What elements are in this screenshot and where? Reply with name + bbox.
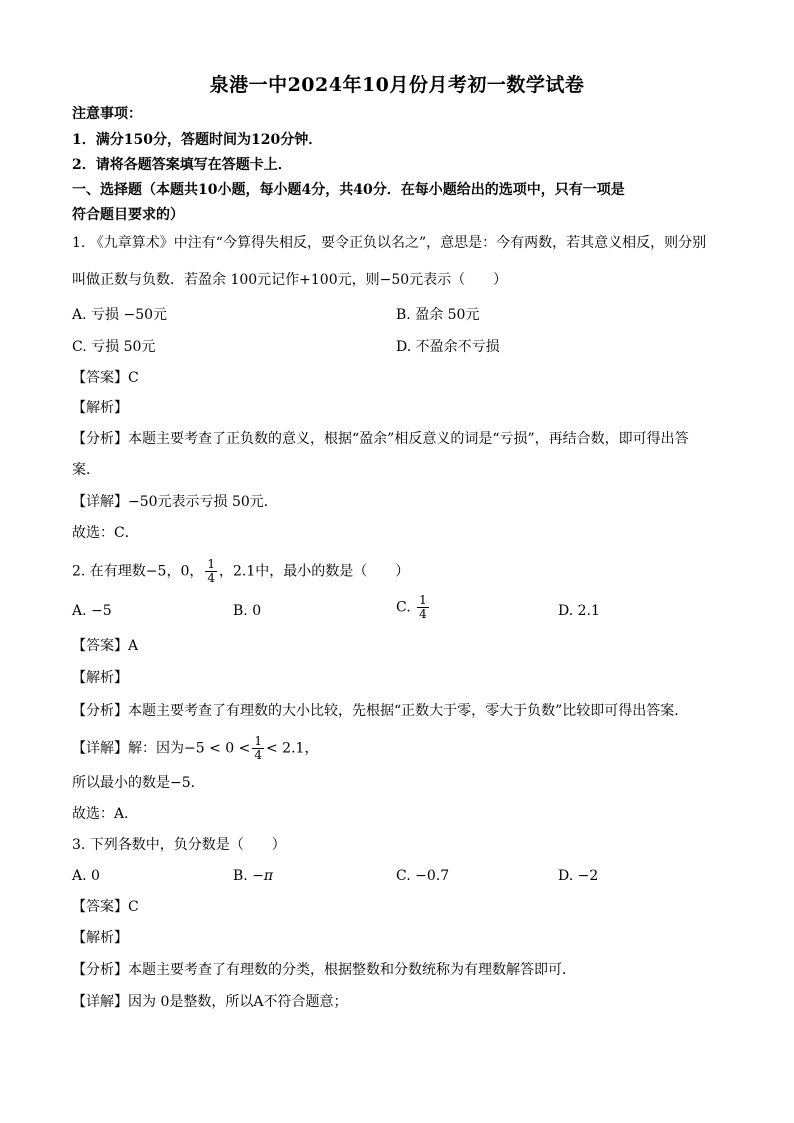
q3-option-a: A. 0 [72,868,100,884]
q1-option-d: D. 不盈余不亏损 [396,339,500,355]
q1-fenxi-line-2: 案． [72,462,100,478]
q1-stem-line-2 [72,270,507,290]
q2-stem-frac-den: 4 [207,571,215,585]
q3-xiangjie: 【详解】因为 0是整数，所以A不符合题意； [72,994,348,1010]
q1-xiangjie: 【详解】−50元表示亏损 50元． [72,494,278,510]
q1-choose: 故选：C． [72,525,139,541]
q3-option-b-value: −π [252,868,274,884]
q3-option-c: C. −0.7 [396,868,450,884]
q2-option-b: B. 0 [233,603,262,619]
q3-option-b [233,866,273,886]
q2-xiangjie-text-a: 【详解】解：因为 [72,740,184,757]
q2-option-c [396,594,431,621]
q2-min-line: 所以最小的数是−5． [72,775,205,791]
q1-fenxi-line-1: 【分析】本题主要考查了正负数的意义，根据“盈余”相反意义的词是“亏损”，再结合数，即可得出答 [72,431,689,447]
q2-option-c-label: C. [396,599,411,616]
page-title: 泉港一中2024年10月份月考初一数学试卷 [209,74,585,96]
q2-analysis-label: 【解析】 [72,670,128,686]
q1-math-minus50: −50 [379,272,410,288]
notes-heading: 注意事项： [72,106,142,122]
q1-option-c: C. 亏损 50元 [72,339,156,355]
q1-option-b: B. 盈余 50元 [396,307,480,323]
q1-math-plus100: +100 [299,272,338,288]
q2-xiangjie-math-1: −5 < 0 < [184,740,251,757]
notes-item-2: 2．请将各题答案填写在答题卡上． [72,157,292,173]
q1-stem-text-b: 元，则 [337,272,380,288]
q2-fenxi: 【分析】本题主要考查了有理数的大小比较，先根据“正数大于零，零大于负数”比较即可得出答案． [72,703,689,719]
q3-fenxi: 【分析】本题主要考查了有理数的分类，根据整数和分数统称为有理数解答即可． [72,962,576,978]
q2-answer: 【答案】A [72,638,139,654]
q1-stem-text-a: 叫做正数与负数．若盈余 100元记作 [72,272,300,288]
q2-option-c-frac-num: 1 [419,593,427,607]
notes-item-1: 1．满分150分，答题时间为120分钟． [72,132,323,148]
q2-xiangjie-math-2: < 2.1 [266,740,305,757]
q2-stem-text-b: ，2.1中，最小的数是（ ） [219,563,410,580]
section-heading-line-1: 一、选择题（本题共10小题，每小题4分，共40分．在每小题给出的选项中，只有一项是 [72,182,625,198]
q2-stem-frac-num: 1 [207,557,215,571]
q2-xiangjie-text-b: ， [304,740,319,757]
q3-option-b-label: B. [233,868,248,884]
q2-stem [72,558,409,585]
q2-option-d: D. 2.1 [558,603,600,619]
q2-stem-fraction [205,558,217,585]
q1-stem-text-c: 元表示（ ） [409,272,508,288]
q2-option-c-frac-den: 4 [419,607,427,621]
q2-option-c-fraction [417,594,429,621]
q1-option-a: A. 亏损 −50元 [72,307,168,323]
q3-analysis-label: 【解析】 [72,930,128,946]
q2-xiangjie-fraction [252,735,264,762]
q2-stem-text-a: 2. 在有理数−5，0， [72,563,204,580]
q1-answer: 【答案】C [72,370,139,386]
q1-stem-line-1: 1. 《九章算术》中注有“今算得失相反，要令正负以名之”，意思是：今有两数，若其意义相反，则分别 [72,235,707,251]
section-heading-line-2: 符合题目要求的） [72,207,184,223]
q3-stem: 3. 下列各数中，负分数是（ ） [72,837,286,853]
q2-xiangjie [72,735,318,762]
q2-xiangjie-frac-num: 1 [254,734,262,748]
q3-option-d: D. −2 [558,868,599,884]
q2-xiangjie-frac-den: 4 [254,748,262,762]
q1-analysis-label: 【解析】 [72,400,128,416]
q2-option-a: A. −5 [72,603,112,619]
q2-choose: 故选：A． [72,806,139,822]
q3-answer: 【答案】C [72,899,139,915]
